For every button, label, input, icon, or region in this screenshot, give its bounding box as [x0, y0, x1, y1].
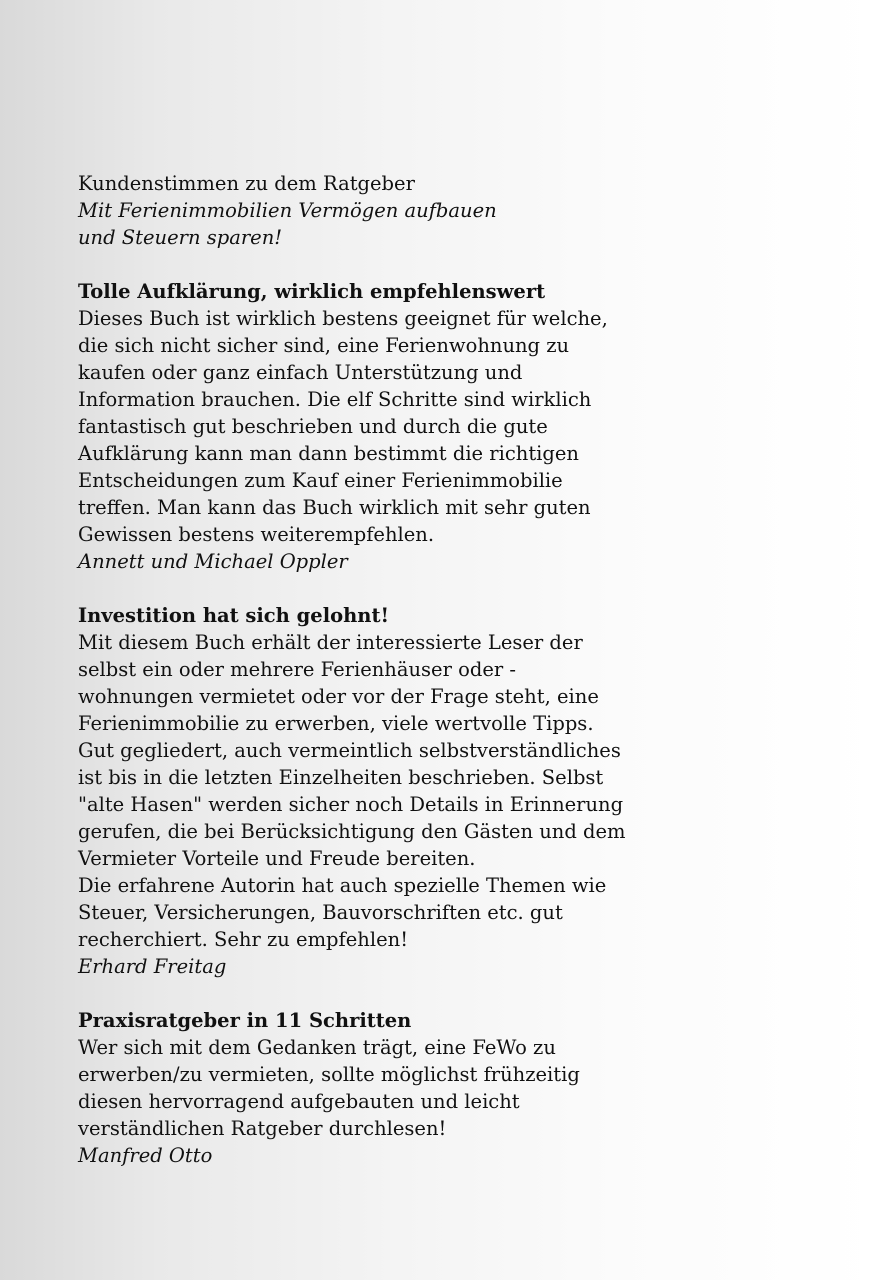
review-author: Annett und Michael Oppler — [78, 550, 348, 573]
review-text-line: Vermieter Vorteile und Freude bereiten. — [78, 847, 476, 870]
review-text-line: erwerben/zu vermieten, sollte möglichst frühzeitig — [78, 1063, 580, 1086]
review-text-line: recherchiert. Sehr zu empfehlen! — [78, 928, 409, 951]
review-text-line: ist bis in die letzten Einzelheiten beschrieben. Selbst — [78, 766, 604, 789]
review-text-line: Entscheidungen zum Kauf einer Ferienimmobilie — [78, 469, 563, 492]
review-text-line: "alte Hasen" werden sicher noch Details in Erinnerung — [78, 793, 624, 816]
intro-block — [78, 170, 638, 251]
review-text-line: diesen hervorragend aufgebauten und leicht — [78, 1090, 520, 1113]
review-author: Erhard Freitag — [78, 955, 227, 978]
review-heading: Tolle Aufklärung, wirklich empfehlenswert — [78, 280, 546, 303]
intro-heading: Kundenstimmen zu dem Ratgeber — [78, 172, 415, 195]
review-text-line: Gut gegliedert, auch vermeintlich selbstverständliches — [78, 739, 621, 762]
review-heading: Praxisratgeber in 11 Schritten — [78, 1009, 412, 1032]
review-text-line: fantastisch gut beschrieben und durch die gute — [78, 415, 548, 438]
review-text-line: Wer sich mit dem Gedanken trägt, eine FeWo zu — [78, 1036, 556, 1059]
review-3 — [78, 1007, 638, 1169]
review-author: Manfred Otto — [78, 1144, 213, 1167]
review-text-line: treffen. Man kann das Buch wirklich mit sehr guten — [78, 496, 591, 519]
review-text-line: Ferienimmobilie zu erwerben, viele wertvolle Tipps. — [78, 712, 594, 735]
review-text-line: Steuer, Versicherungen, Bauvorschriften etc. gut — [78, 901, 563, 924]
review-2 — [78, 602, 638, 980]
book-title-line-2: und Steuern sparen! — [78, 226, 283, 249]
review-heading: Investition hat sich gelohnt! — [78, 604, 390, 627]
review-text-line: verständlichen Ratgeber durchlesen! — [78, 1117, 447, 1140]
review-text-line: Dieses Buch ist wirklich bestens geeignet für welche, — [78, 307, 608, 330]
book-title-line-1: Mit Ferienimmobilien Vermögen aufbauen — [78, 199, 497, 222]
review-1 — [78, 278, 638, 575]
review-text-line: selbst ein oder mehrere Ferienhäuser oder - — [78, 658, 516, 681]
review-text-line: Mit diesem Buch erhält der interessierte Leser der — [78, 631, 583, 654]
review-text-line: gerufen, die bei Berücksichtigung den Gästen und dem — [78, 820, 626, 843]
review-text-line: Die erfahrene Autorin hat auch spezielle Themen wie — [78, 874, 607, 897]
review-text-line: wohnungen vermietet oder vor der Frage steht, eine — [78, 685, 599, 708]
review-text-line: Gewissen bestens weiterempfehlen. — [78, 523, 435, 546]
testimonials-page — [78, 170, 638, 1169]
review-text-line: Information brauchen. Die elf Schritte sind wirklich — [78, 388, 592, 411]
review-text-line: kaufen oder ganz einfach Unterstützung und — [78, 361, 523, 384]
review-text-line: Aufklärung kann man dann bestimmt die richtigen — [78, 442, 579, 465]
review-text-line: die sich nicht sicher sind, eine Ferienwohnung zu — [78, 334, 570, 357]
